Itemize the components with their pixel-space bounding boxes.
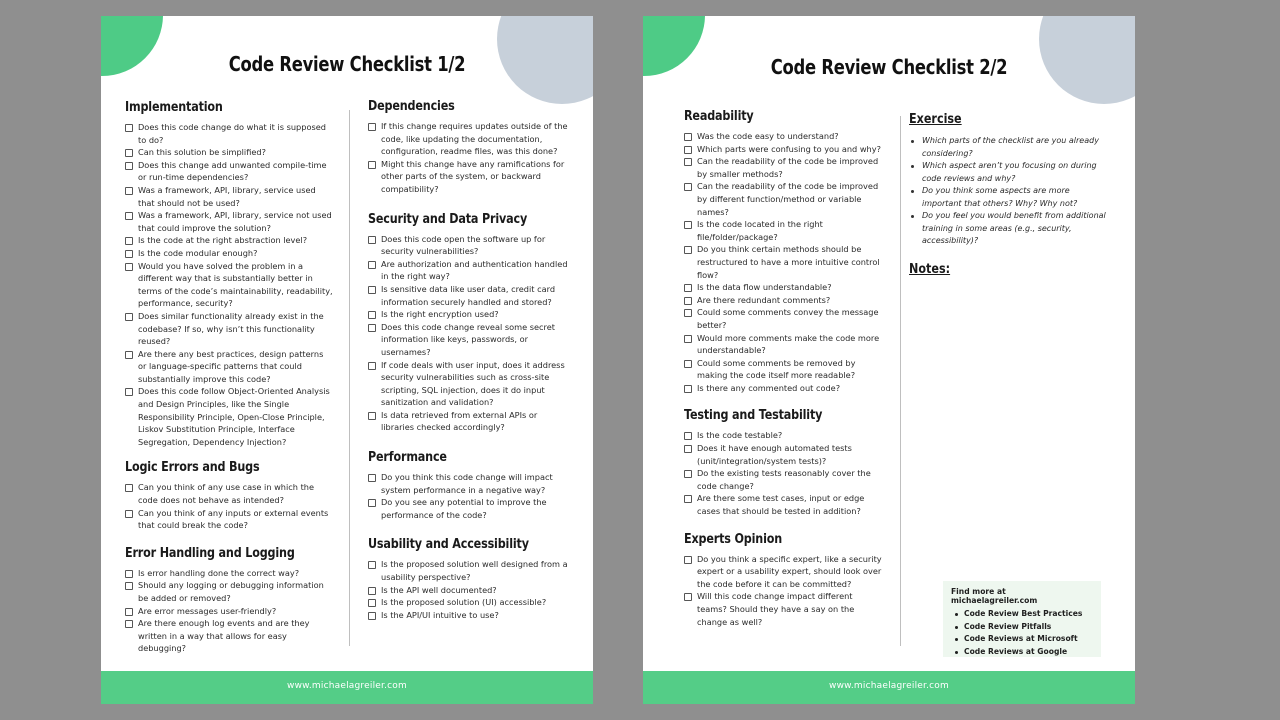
- checklist-item: [125, 159, 333, 184]
- checklist-item-text: Is there any commented out code?: [697, 382, 841, 393]
- checkbox[interactable]: [368, 412, 376, 420]
- checklist-items: [684, 553, 884, 629]
- exercise-item-text: Which aspect aren’t you focusing on during code reviews and why?: [922, 161, 1097, 183]
- find-more-link-text: Code Reviews at Microsoft: [964, 634, 1078, 644]
- find-more-box: [943, 581, 1101, 657]
- exercise-item-text: Which parts of the checklist are you already considering?: [922, 136, 1099, 158]
- checklist-item-text: Is the data flow understandable?: [697, 282, 832, 293]
- checklist-item: [368, 596, 568, 609]
- checkbox[interactable]: [125, 250, 133, 258]
- checklist-item: [125, 579, 333, 604]
- section-heading: Experts Opinion: [684, 531, 783, 547]
- checklist-item-text: Is the code testable?: [697, 430, 783, 441]
- checklist-item: [368, 609, 568, 622]
- checklist-section: [684, 109, 884, 394]
- checklist-items: [684, 429, 884, 517]
- checklist-items: [368, 471, 568, 521]
- checkbox[interactable]: [684, 556, 692, 564]
- checkbox[interactable]: [125, 237, 133, 245]
- section-heading: Logic Errors and Bugs: [125, 460, 260, 476]
- checklist-items: [125, 121, 333, 448]
- checkbox[interactable]: [368, 236, 376, 244]
- find-more-title[interactable]: Find more at michaelagreiler.com: [951, 587, 1038, 605]
- section-heading: Implementation: [125, 100, 223, 115]
- find-more-link-text: Code Review Pitfalls: [964, 621, 1052, 631]
- checkbox[interactable]: [368, 599, 376, 607]
- checkbox[interactable]: [368, 362, 376, 370]
- checkbox[interactable]: [368, 474, 376, 482]
- checklist-item: [684, 357, 884, 382]
- checklist-item-text: Is the proposed solution well designed from a usability perspective?: [381, 559, 568, 583]
- checklist-item: [125, 385, 333, 448]
- checklist-item: [125, 184, 333, 209]
- checklist-items: [125, 567, 333, 655]
- checklist-item-text: Do you think this code change will impact system performance in a negative way?: [381, 472, 553, 495]
- checklist-items: [368, 558, 568, 621]
- checklist-item-text: Could some comments be removed by making the code itself more readable?: [697, 357, 856, 381]
- checkbox[interactable]: [684, 309, 692, 317]
- checklist-item: [368, 409, 568, 434]
- checklist-item-text: Will this code change impact different teams? Should they have a say on the change as well?: [697, 591, 855, 627]
- bullet-icon: [955, 651, 958, 654]
- checklist-item-text: Are error messages user-friendly?: [138, 605, 277, 616]
- checklist-section: [125, 546, 333, 655]
- checkbox[interactable]: [368, 123, 376, 131]
- checklist-item-text: Do you think certain methods should be restructured to have a more intuitive control flow?: [697, 244, 880, 280]
- checklist-item: [125, 605, 333, 618]
- checkbox[interactable]: [368, 324, 376, 332]
- checklist-item: [368, 158, 568, 196]
- checklist-item: [368, 584, 568, 597]
- checkbox[interactable]: [684, 284, 692, 292]
- checklist-item: [684, 218, 884, 243]
- checkbox[interactable]: [125, 162, 133, 170]
- exercise-item: [909, 210, 1109, 248]
- checklist-item: [684, 590, 884, 628]
- checklist-item: [684, 442, 884, 467]
- exercise-item-text: Do you think some aspects are more important that others? Why? Why not?: [922, 186, 1078, 208]
- checklist-item-text: Was a framework, API, library, service used that should not be used?: [138, 184, 316, 208]
- checklist-item: [125, 146, 333, 159]
- checklist-item: [684, 492, 884, 517]
- checkbox[interactable]: [368, 587, 376, 595]
- notes-heading: Notes:: [909, 261, 951, 277]
- checkbox[interactable]: [684, 495, 692, 503]
- checklist-item: [684, 155, 884, 180]
- checklist-item: [368, 258, 568, 283]
- find-more-link-text: Code Review Best Practices: [964, 609, 1083, 618]
- footer-url[interactable]: www.michaelagreiler.com: [643, 671, 1135, 704]
- checklist-item-text: Can the readability of the code be improved by different function/method or variable names?: [697, 181, 879, 217]
- checklist-item-text: Can the readability of the code be improved by smaller methods?: [697, 156, 879, 179]
- checkbox[interactable]: [125, 187, 133, 195]
- exercise-item: [909, 185, 1109, 210]
- checkbox[interactable]: [684, 297, 692, 305]
- checklist-item-text: Are there redundant comments?: [697, 294, 831, 305]
- checklist-item-text: Do you think a specific expert, like a security expert or a usability expert, should look over the code before it can be committed?: [697, 553, 882, 589]
- checklist-page-1: [101, 16, 593, 704]
- checklist-section: [368, 537, 568, 621]
- page-title: Code Review Checklist 1/2: [228, 52, 466, 76]
- checklist-item: [368, 359, 568, 409]
- checklist-item: [368, 233, 568, 258]
- checklist-items: [368, 233, 568, 435]
- checkbox[interactable]: [125, 620, 133, 628]
- checklist-item-text: Is the proposed solution (UI) accessible?: [381, 597, 547, 608]
- checklist-item: [684, 294, 884, 307]
- checkbox[interactable]: [125, 149, 133, 157]
- checkbox[interactable]: [368, 561, 376, 569]
- checklist-item: [684, 382, 884, 395]
- find-more-link[interactable]: [951, 608, 1093, 621]
- checkbox[interactable]: [368, 612, 376, 620]
- checkbox[interactable]: [684, 432, 692, 440]
- checklist-section: [684, 532, 884, 629]
- checklist-item: [368, 308, 568, 321]
- checklist-item: [368, 496, 568, 521]
- checklist-item: [125, 260, 333, 310]
- checkbox[interactable]: [684, 385, 692, 393]
- checklist-item: [684, 180, 884, 218]
- checklist-item: [125, 507, 333, 532]
- checkbox[interactable]: [125, 313, 133, 321]
- left-column: [125, 100, 333, 655]
- checklist-item-text: Is sensitive data like user data, credit card information securely handled and stored?: [381, 283, 556, 307]
- checklist-item: [125, 121, 333, 146]
- checklist-item-text: Is the API well documented?: [381, 584, 497, 595]
- checklist-item-text: If this change requires updates outside of the code, like updating the documentation, configuration, readme files, was this done?: [381, 121, 568, 157]
- checklist-item: [125, 348, 333, 386]
- checklist-item-text: Could some comments convey the message better?: [697, 307, 879, 330]
- checkbox[interactable]: [125, 570, 133, 578]
- checkbox[interactable]: [368, 499, 376, 507]
- checklist-item-text: Is the code modular enough?: [138, 247, 258, 258]
- checklist-item: [125, 234, 333, 247]
- checkbox[interactable]: [368, 261, 376, 269]
- find-more-link-text: Code Reviews at Google: [964, 646, 1068, 656]
- checklist-item-text: Should any logging or debugging information be added or removed?: [138, 580, 324, 603]
- checklist-item-text: Are there any best practices, design patterns or language-specific patterns that could substantially improve this code?: [138, 348, 324, 384]
- checklist-item-text: Is error handling done the correct way?: [138, 567, 300, 578]
- checklist-section: [368, 450, 568, 521]
- checklist-item: [368, 558, 568, 583]
- find-more-link[interactable]: [951, 646, 1093, 659]
- checklist-item: [368, 321, 568, 359]
- bullet-icon: [911, 140, 914, 143]
- checklist-item: [684, 281, 884, 294]
- checklist-item: [125, 481, 333, 506]
- checklist-item-text: Are authorization and authentication handled in the right way?: [381, 258, 568, 282]
- checklist-item-text: Can this solution be simplified?: [138, 147, 266, 158]
- checkbox[interactable]: [125, 484, 133, 492]
- checkbox[interactable]: [125, 388, 133, 396]
- section-heading: Error Handling and Logging: [125, 545, 295, 561]
- checkbox[interactable]: [684, 246, 692, 254]
- bullet-icon: [955, 626, 958, 629]
- checkbox[interactable]: [684, 183, 692, 191]
- checklist-item-text: Does this code open the software up for security vulnerabilities?: [381, 233, 546, 257]
- checklist-item-text: Was a framework, API, library, service not used that could improve the solution?: [138, 210, 332, 233]
- checklist-item-text: Can you think of any use case in which the code does not behave as intended?: [138, 482, 315, 506]
- checkbox[interactable]: [684, 146, 692, 154]
- section-heading: Dependencies: [368, 99, 455, 114]
- checkbox[interactable]: [684, 158, 692, 166]
- exercise-list: [909, 135, 1109, 248]
- checklist-items: [368, 120, 568, 196]
- checkbox[interactable]: [368, 161, 376, 169]
- checklist-item-text: Do the existing tests reasonably cover the code change?: [697, 468, 871, 491]
- bullet-icon: [955, 613, 958, 616]
- checkbox[interactable]: [684, 335, 692, 343]
- checkbox[interactable]: [125, 510, 133, 518]
- checklist-items: [125, 481, 333, 531]
- checklist-items: [684, 130, 884, 394]
- checklist-item: [368, 120, 568, 158]
- find-more-link[interactable]: [951, 633, 1093, 646]
- checklist-item-text: Does this code change reveal some secret information like keys, passwords, or usernames?: [381, 321, 555, 357]
- left-column: [684, 109, 884, 628]
- bullet-icon: [911, 190, 914, 193]
- checklist-item: [125, 310, 333, 348]
- checklist-item-text: Is the code at the right abstraction level?: [138, 235, 308, 246]
- checklist-item-text: If code deals with user input, does it address security vulnerabilities such as cross-site scripting, SQL injection, does it do input sanitization and validation?: [381, 359, 565, 408]
- checklist-item: [684, 429, 884, 442]
- checkbox[interactable]: [684, 221, 692, 229]
- checklist-item-text: Does this change add unwanted compile-time or run-time dependencies?: [138, 159, 327, 183]
- checklist-page-2: [643, 16, 1135, 704]
- checklist-item: [125, 617, 333, 655]
- checklist-section: [125, 460, 333, 531]
- checklist-item: [684, 467, 884, 492]
- checklist-item: [684, 553, 884, 591]
- checklist-item-text: Do you see any potential to improve the performance of the code?: [381, 497, 547, 520]
- find-more-links: [951, 608, 1093, 658]
- checklist-item-text: Are there some test cases, input or edge cases that should be tested in addition?: [697, 493, 865, 517]
- checklist-section: [368, 99, 568, 196]
- checkbox[interactable]: [684, 360, 692, 368]
- bullet-icon: [955, 638, 958, 641]
- exercise-item: [909, 135, 1109, 160]
- checkbox[interactable]: [125, 582, 133, 590]
- checklist-item-text: Which parts were confusing to you and why?: [697, 143, 881, 154]
- exercise-item: [909, 160, 1109, 185]
- checklist-item-text: Was the code easy to understand?: [697, 131, 839, 141]
- checkbox[interactable]: [368, 286, 376, 294]
- checkbox[interactable]: [684, 470, 692, 478]
- bullet-icon: [911, 165, 914, 168]
- checkbox[interactable]: [125, 212, 133, 220]
- column-divider: [349, 110, 350, 646]
- section-heading: Performance: [368, 450, 447, 466]
- checklist-item-text: Does this code follow Object-Oriented Analysis and Design Principles, like the Single Responsibility Principle, Open-Close Principle, Liskov Substitution Principle, Interface Segregation, Dependency Injection?: [138, 386, 330, 447]
- checklist-item-text: Are there enough log events and are they written in a way that allows for easy debugging?: [138, 618, 310, 654]
- exercise-heading: Exercise: [909, 112, 962, 127]
- checklist-item-text: Would you have solved the problem in a different way that is substantially better in terms of the code’s maintainability, readability, performance, security?: [138, 260, 333, 309]
- section-heading: Testing and Testability: [684, 408, 823, 424]
- checklist-item: [684, 143, 884, 156]
- checkbox[interactable]: [684, 445, 692, 453]
- checkbox[interactable]: [368, 311, 376, 319]
- checklist-item-text: Does this code change do what it is supposed to do?: [138, 122, 326, 145]
- checkbox[interactable]: [125, 608, 133, 616]
- section-heading: Security and Data Privacy: [368, 211, 528, 227]
- find-more-link[interactable]: [951, 621, 1093, 634]
- checklist-item-text: Is data retrieved from external APIs or libraries checked accordingly?: [381, 409, 538, 433]
- checklist-item-text: Is the code located in the right file/folder/package?: [697, 219, 823, 242]
- checklist-item: [125, 209, 333, 234]
- checklist-item: [684, 130, 884, 143]
- checklist-section: [368, 212, 568, 435]
- checklist-item: [684, 332, 884, 357]
- checklist-item-text: Does it have enough automated tests (unit/integration/system tests)?: [697, 443, 852, 466]
- checklist-section: [684, 408, 884, 517]
- checklist-item: [368, 471, 568, 496]
- checkbox[interactable]: [684, 133, 692, 141]
- column-divider: [900, 116, 901, 646]
- page-title: Code Review Checklist 2/2: [770, 55, 1008, 79]
- checklist-item-text: Would more comments make the code more understandable?: [697, 332, 880, 356]
- checkbox[interactable]: [125, 351, 133, 359]
- checklist-item-text: Is the right encryption used?: [381, 309, 499, 320]
- checklist-item: [125, 247, 333, 260]
- bullet-icon: [911, 215, 914, 218]
- section-heading: Usability and Accessibility: [368, 537, 529, 553]
- checklist-section: [125, 100, 333, 448]
- right-column: [368, 99, 568, 621]
- checklist-item: [684, 243, 884, 281]
- checklist-item-text: Does similar functionality already exist in the codebase? If so, why isn’t this functionality reused?: [138, 310, 324, 347]
- footer-url[interactable]: www.michaelagreiler.com: [101, 671, 593, 704]
- checklist-item-text: Can you think of any inputs or external events that could break the code?: [138, 507, 329, 531]
- checklist-item: [684, 306, 884, 331]
- exercise-panel: [909, 112, 1109, 277]
- exercise-item-text: Do you feel you would benefit from additional training in some areas (e.g., security, accessibility)?: [922, 211, 1106, 245]
- checklist-item-text: Might this change have any ramifications for other parts of the system, or backward compatibility?: [381, 158, 565, 194]
- checklist-item-text: Is the API/UI intuitive to use?: [381, 609, 499, 620]
- checkbox[interactable]: [125, 263, 133, 271]
- checkbox[interactable]: [125, 124, 133, 132]
- checklist-item: [368, 283, 568, 308]
- checklist-item: [125, 567, 333, 580]
- checkbox[interactable]: [684, 593, 692, 601]
- section-heading: Readability: [684, 109, 754, 124]
